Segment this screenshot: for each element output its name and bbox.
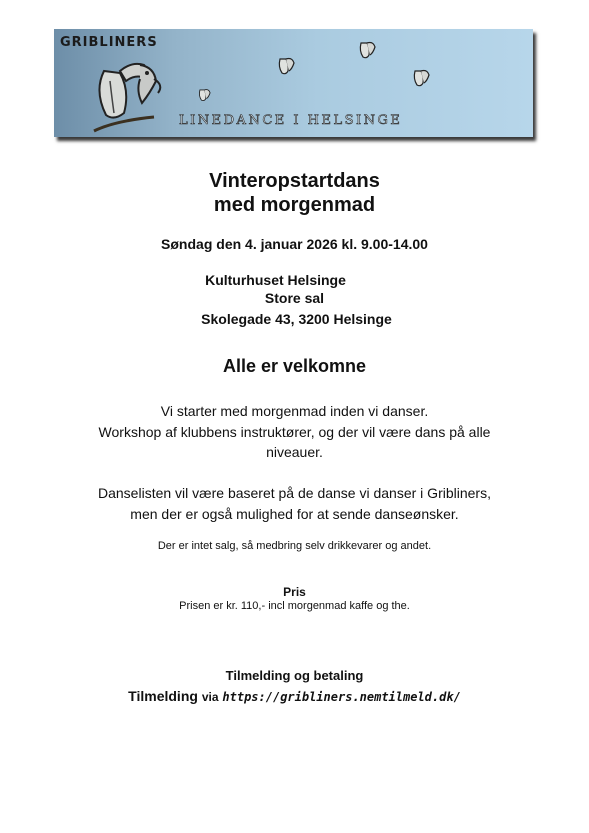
venue-address: Skolegade 43, 3200 Helsinge <box>201 311 392 327</box>
price-text: Prisen er kr. 110,- incl morgenmad kaffe og the. <box>179 600 410 612</box>
vulture-logo-icon <box>84 51 174 133</box>
intro-line: Workshop af klubbens instruktører, og der vil være dans på alle <box>98 424 491 440</box>
vulture-small-icon <box>357 39 379 61</box>
event-title-line1: Vinteropstartdans <box>209 170 380 192</box>
signup-label: Tilmelding <box>128 688 198 704</box>
banner-subtitle: LINEDANCE I HELSINGE <box>179 113 403 128</box>
header-banner <box>54 29 533 137</box>
signup-url-link[interactable]: https://gribliners.nemtilmeld.dk/ <box>222 690 461 704</box>
venue-name: Kulturhuset Helsinge <box>205 272 346 288</box>
price-heading: Pris <box>283 585 306 599</box>
welcome-heading: Alle er velkomne <box>222 356 367 376</box>
vulture-small-icon <box>276 55 298 77</box>
danceslist-line: Danselisten vil være baseret på de danse vi danser i Gribliners, <box>98 485 491 501</box>
event-title-line2: med morgenmad <box>213 194 376 216</box>
signup-line <box>0 688 589 704</box>
signup-via: via <box>201 690 219 704</box>
intro-line: Vi starter med morgenmad inden vi danser. <box>160 403 429 419</box>
event-datetime: Søndag den 4. januar 2026 kl. 9.00-14.00 <box>161 236 428 252</box>
venue-room: Store sal <box>264 290 325 306</box>
banner-brand: GRIBLINERS <box>60 35 158 50</box>
intro-line: niveauer. <box>266 444 323 460</box>
signup-heading: Tilmelding og betaling <box>225 668 364 683</box>
drinks-note: Der er intet salg, så medbring selv drikkevarer og andet. <box>157 540 432 552</box>
vulture-small-icon <box>411 67 433 89</box>
danceslist-line: men der er også mulighed for at sende danseønsker. <box>130 506 459 522</box>
vulture-small-icon <box>197 87 213 103</box>
